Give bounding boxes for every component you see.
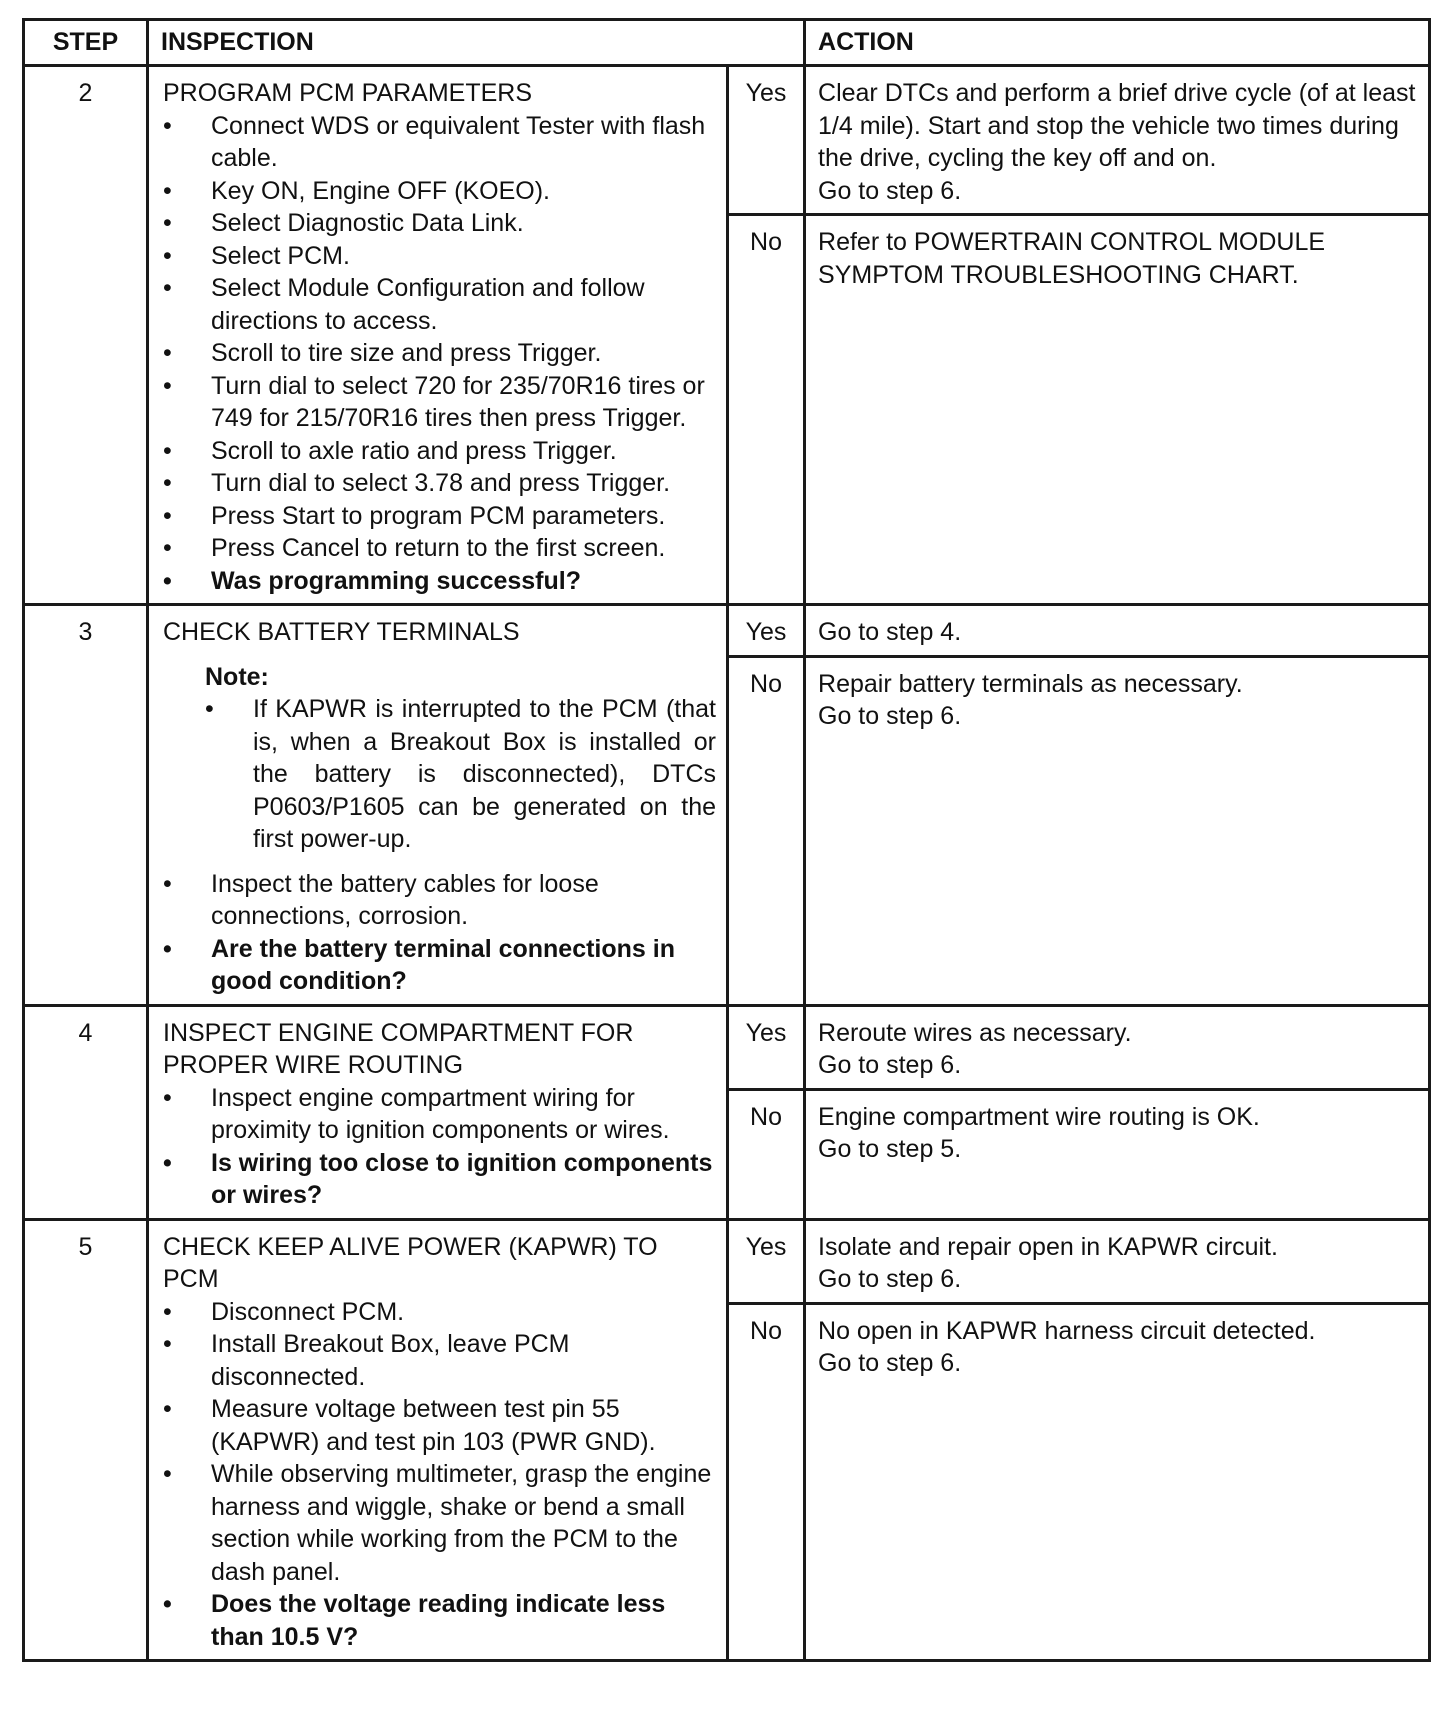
goto-text: Go to step 6.: [818, 176, 962, 205]
step-number: 2: [24, 66, 148, 605]
note-text: • If KAPWR is interrupted to the PCM (that is, when a Breakout Box is installed or the battery is disconnected), DTCs P0603/P1605 can be generated on the first power-up.: [205, 693, 716, 856]
list-item: • Disconnect PCM.: [163, 1296, 716, 1329]
list-item: • Press Start to program PCM parameters.: [163, 500, 716, 533]
action-text: Repair battery terminals as necessary.: [818, 669, 1243, 698]
yes-label: Yes: [728, 66, 805, 215]
no-label: No: [728, 1089, 805, 1219]
no-action: [805, 656, 1430, 1005]
list-item: • Select Diagnostic Data Link.: [163, 207, 716, 240]
inspection-bullet-list: [163, 1296, 716, 1654]
no-label: No: [728, 656, 805, 1005]
yes-action: [805, 1219, 1430, 1303]
list-item: • Inspect the battery cables for loose connections, corrosion.: [163, 868, 716, 933]
step-title: PROGRAM PCM PARAMETERS: [163, 79, 533, 107]
goto-text: Go to step 6.: [818, 1265, 962, 1293]
table-row-step-5-yes: [24, 1219, 1430, 1303]
action-text: Refer to POWERTRAIN CONTROL MODULE SYMPTOM TROUBLESHOOTING CHART.: [818, 228, 1326, 289]
list-item: • Press Cancel to return to the first screen.: [163, 532, 716, 565]
inspection-question: • Was programming successful?: [163, 565, 716, 598]
step-number: 5: [24, 1219, 148, 1661]
yes-action: [805, 66, 1430, 215]
list-item: • While observing multimeter, grasp the engine harness and wiggle, shake or bend a small section while working from the PCM to the dash panel.: [163, 1458, 716, 1588]
inspection-question: • Does the voltage reading indicate less than 10.5 V?: [163, 1588, 716, 1653]
action-text: Go to step 4.: [818, 618, 962, 646]
yes-action: [805, 1005, 1430, 1089]
no-action: [805, 1303, 1430, 1661]
list-item: • Select Module Configuration and follow directions to access.: [163, 272, 716, 337]
inspection-cell: [148, 1005, 728, 1219]
yes-label: Yes: [728, 1219, 805, 1303]
list-item: • Turn dial to select 3.78 and press Trigger.: [163, 467, 716, 500]
step-title: CHECK BATTERY TERMINALS: [163, 618, 520, 646]
no-action: [805, 215, 1430, 605]
no-label: No: [728, 1303, 805, 1661]
step-column-header: STEP: [24, 20, 148, 66]
inspection-bullet-list: [163, 110, 716, 598]
inspection-bullet-list: [163, 868, 716, 998]
table-row-step-4-yes: [24, 1005, 1430, 1089]
yes-action: [805, 605, 1430, 657]
inspection-question: • Is wiring too close to ignition components or wires?: [163, 1147, 716, 1212]
note-block: [205, 661, 716, 856]
step-title: INSPECT ENGINE COMPARTMENT FOR PROPER WIRE ROUTING: [163, 1018, 634, 1079]
list-item: • Inspect engine compartment wiring for proximity to ignition components or wires.: [163, 1082, 716, 1147]
yes-label: Yes: [728, 1005, 805, 1089]
step-title: CHECK KEEP ALIVE POWER (KAPWR) TO PCM: [163, 1232, 658, 1293]
note-bullet-list: [205, 693, 716, 856]
goto-text: Go to step 6.: [818, 1349, 962, 1377]
action-text: No open in KAPWR harness circuit detected.: [818, 1316, 1316, 1345]
table-row-step-2-yes: [24, 66, 1430, 215]
list-item: • Install Breakout Box, leave PCM disconnected.: [163, 1328, 716, 1393]
inspection-cell: [148, 605, 728, 1006]
goto-text: Go to step 6.: [818, 1051, 962, 1079]
inspection-question: • Are the battery terminal connections in good condition?: [163, 933, 716, 998]
list-item: • Turn dial to select 720 for 235/70R16 tires or 749 for 215/70R16 tires then press Trigger.: [163, 370, 716, 435]
list-item: • Select PCM.: [163, 240, 716, 273]
table-header-row: [24, 20, 1430, 66]
action-text: Reroute wires as necessary.: [818, 1018, 1132, 1047]
step-number: 4: [24, 1005, 148, 1219]
action-text: Engine compartment wire routing is OK.: [818, 1102, 1260, 1131]
inspection-column-header: INSPECTION: [148, 20, 805, 66]
goto-text: Go to step 5.: [818, 1135, 962, 1163]
list-item: • Scroll to tire size and press Trigger.: [163, 337, 716, 370]
list-item: • Scroll to axle ratio and press Trigger.: [163, 435, 716, 468]
inspection-cell: [148, 66, 728, 605]
no-label: No: [728, 215, 805, 605]
troubleshooting-table: [22, 18, 1428, 1662]
inspection-bullet-list: [163, 1082, 716, 1212]
step-number: 3: [24, 605, 148, 1006]
list-item: • Connect WDS or equivalent Tester with flash cable.: [163, 110, 716, 175]
table-row-step-3-yes: [24, 605, 1430, 657]
action-text: Clear DTCs and perform a brief drive cycle (of at least 1/4 mile). Start and stop the vehicle two times during the drive, cycling the key off and on.: [818, 79, 1416, 172]
inspection-action-table: [22, 18, 1431, 1662]
list-item: • Measure voltage between test pin 55 (KAPWR) and test pin 103 (PWR GND).: [163, 1393, 716, 1458]
goto-text: Go to step 6.: [818, 702, 962, 730]
inspection-cell: [148, 1219, 728, 1661]
yes-label: Yes: [728, 605, 805, 657]
list-item: • Key ON, Engine OFF (KOEO).: [163, 175, 716, 208]
note-label: Note:: [205, 662, 269, 691]
action-column-header: ACTION: [805, 20, 1430, 66]
no-action: [805, 1089, 1430, 1219]
action-text: Isolate and repair open in KAPWR circuit.: [818, 1232, 1278, 1261]
